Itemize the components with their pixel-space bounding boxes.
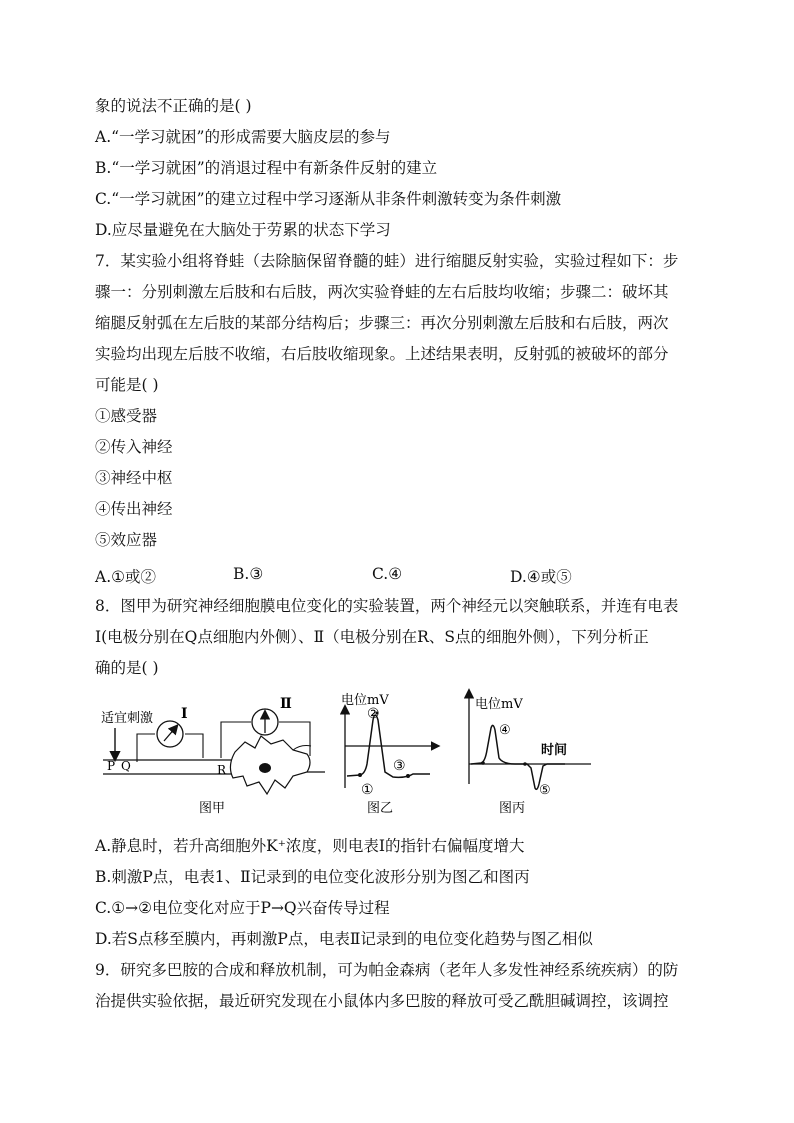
synapse-cleft-curve — [293, 746, 311, 751]
q7-stem-line: 可能是( ) — [95, 376, 159, 394]
q7-stem-line: 骤一：分别刺激左后肢和右后肢，两次实验脊蛙的左右后肢均收缩；步骤二：破坏其 — [95, 283, 669, 301]
meter1-label: Ⅰ — [181, 706, 188, 722]
q6-stem-tail: 象的说法不正确的是( ) — [95, 97, 252, 115]
bing-point-b — [523, 762, 527, 766]
bing-mark-5: ⑤ — [539, 783, 551, 798]
yi-mark-2: ② — [367, 706, 380, 722]
yi-mark-1: ① — [361, 782, 374, 798]
q7-option-b: B.③ — [233, 565, 264, 583]
q7-stem-line: 7．某实验小组将脊蛙（去除脑保留脊髓的蛙）进行缩腿反射实验，实验过程如下：步 — [95, 252, 679, 270]
caption-bing: 图丙 — [499, 801, 526, 816]
q6-option-b: B.“一学习就困”的消退过程中有新条件反射的建立 — [95, 159, 438, 177]
q8-option-b: B.刺激P点，电表1、Ⅱ记录到的电位变化波形分别为图乙和图丙 — [95, 868, 530, 886]
q8-stem-line: 确的是( ) — [95, 659, 159, 677]
yi-point-1 — [358, 773, 362, 777]
stimulus-label: 适宜刺激 — [101, 711, 154, 726]
q6-option-d: D.应尽量避免在大脑处于劳累的状态下学习 — [95, 221, 391, 239]
q7-option-c: C.④ — [372, 565, 403, 583]
figure-yi — [341, 692, 437, 816]
yi-mark-3: ③ — [393, 758, 406, 774]
point-p: P — [107, 759, 116, 773]
q7-option-d: D.④或⑤ — [510, 568, 572, 586]
q7-stem-line: 实验均出现左后肢不收缩，右后肢收缩现象。上述结果表明，反射弧的被破坏的部分 — [95, 345, 669, 363]
q8-option-c: C.①→②电位变化对应于P→Q兴奋传导过程 — [95, 899, 390, 917]
meter2-label: Ⅱ — [280, 696, 292, 712]
figure-jia — [101, 696, 325, 816]
q7-item: ③神经中枢 — [95, 469, 173, 487]
figure-bing — [469, 692, 591, 816]
q7-options-row — [95, 565, 655, 585]
q6-option-c: C.“一学习就困”的建立过程中学习逐渐从非条件刺激转变为条件刺激 — [95, 190, 562, 208]
yi-ylabel: 电位mV — [341, 693, 389, 708]
q8-option-a: A.静息时，若升高细胞外K⁺浓度，则电表Ⅰ的指针右偏幅度增大 — [95, 837, 525, 855]
caption-jia: 图甲 — [199, 801, 226, 816]
q9-stem-line: 9．研究多巴胺的合成和释放机制，可为帕金森病（老年人多发性神经系统疾病）的防 — [95, 961, 679, 979]
q9-stem-line: 治提供实验依据，最近研究发现在小鼠体内多巴胺的释放可受乙酰胆碱调控，该调控 — [95, 992, 669, 1010]
point-q: Q — [121, 759, 131, 773]
yi-point-3 — [406, 774, 410, 778]
q7-item: ②传入神经 — [95, 438, 173, 456]
q8-option-d: D.若S点移至膜内，再刺激P点，电表Ⅱ记录到的电位变化趋势与图乙相似 — [95, 930, 593, 948]
q7-item: ⑤效应器 — [95, 531, 158, 549]
q8-stem-line: 8．图甲为研究神经细胞膜电位变化的实验装置，两个神经元以突触联系，并连有电表 — [95, 597, 679, 615]
meter1-left-wire — [137, 734, 155, 762]
q7-option-a: A.①或② — [95, 568, 157, 586]
neuron-body — [230, 736, 310, 794]
q7-item: ④传出神经 — [95, 500, 173, 518]
bing-point-a — [481, 761, 485, 765]
bing-mark-4: ④ — [499, 723, 511, 738]
q7-stem-line: 缩腿反射弧在左后肢的某部分结构后；步骤三：再次分别刺激左后肢和右后肢，两次 — [95, 314, 669, 332]
q6-option-a: A.“一学习就困”的形成需要大脑皮层的参与 — [95, 128, 391, 146]
q8-stem-line: Ⅰ(电极分别在Q点细胞内外侧）、Ⅱ（电极分别在R、S点的细胞外侧），下列分析正 — [95, 628, 649, 646]
bing-ylabel: 电位mV — [475, 697, 523, 712]
point-r: R — [217, 763, 227, 777]
q7-item: ①感受器 — [95, 407, 158, 425]
bing-xlabel: 时间 — [541, 743, 568, 758]
q8-figure — [95, 684, 595, 820]
neuron-nucleus — [259, 763, 271, 773]
meter1-right-wire — [185, 734, 203, 758]
caption-yi: 图乙 — [367, 801, 394, 816]
